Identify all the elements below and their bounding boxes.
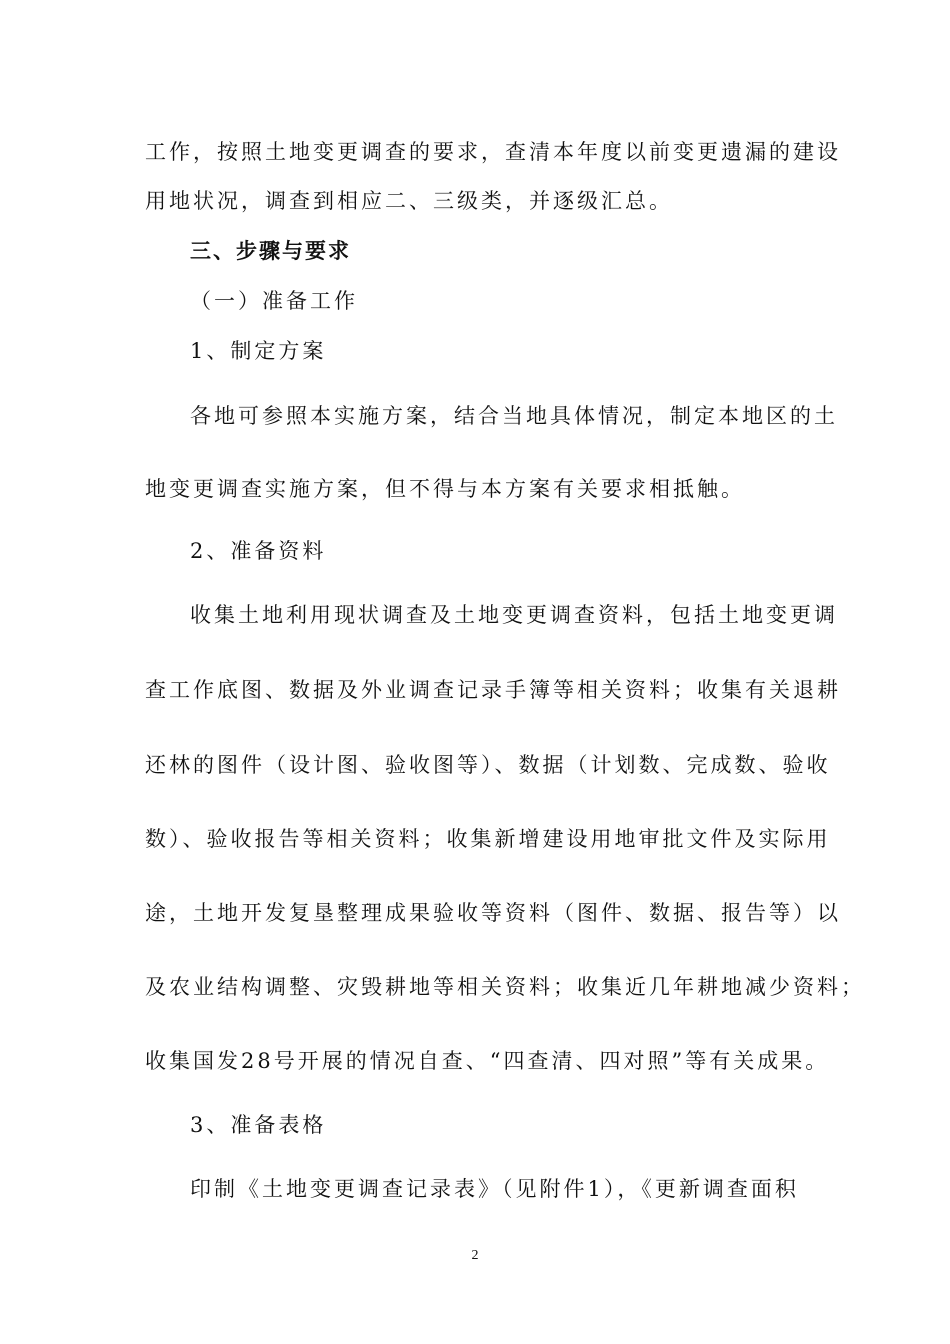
page-number: 2 xyxy=(471,1248,479,1263)
body-text-line: 收集土地利用现状调查及土地变更调查资料，包括土地变更调 xyxy=(190,603,838,627)
body-text-line: 查工作底图、数据及外业调查记录手簿等相关资料；收集有关退耕 xyxy=(145,678,841,702)
item-heading: 2、准备资料 xyxy=(190,539,327,563)
body-text-line: 印制《土地变更调查记录表》（见附件1），《更新调查面积 xyxy=(190,1177,799,1201)
body-text-line: 途，土地开发复垦整理成果验收等资料（图件、数据、报告等）以 xyxy=(145,901,841,925)
body-text-line: 用地状况，调查到相应二、三级类，并逐级汇总。 xyxy=(145,189,673,213)
body-text-line: 还林的图件（设计图、验收图等）、数据（计划数、完成数、验收 xyxy=(145,753,831,777)
item-heading: 1、制定方案 xyxy=(190,339,327,363)
body-text-line: 各地可参照本实施方案，结合当地具体情况，制定本地区的土 xyxy=(190,404,838,428)
body-text-line: 及农业结构调整、灾毁耕地等相关资料；收集近几年耕地减少资料； xyxy=(145,975,865,999)
subsection-heading: （一）准备工作 xyxy=(190,289,358,313)
body-text-line: 数）、验收报告等相关资料；收集新增建设用地审批文件及实际用 xyxy=(145,827,831,851)
body-text-line: 收集国发28号开展的情况自查、“四查清、四对照”等有关成果。 xyxy=(145,1049,830,1073)
section-heading: 三、步骤与要求 xyxy=(190,239,351,263)
body-text-line: 地变更调查实施方案，但不得与本方案有关要求相抵触。 xyxy=(145,477,745,501)
body-text-line: 工作，按照土地变更调查的要求，查清本年度以前变更遗漏的建设 xyxy=(145,140,841,164)
item-heading: 3、准备表格 xyxy=(190,1113,327,1137)
